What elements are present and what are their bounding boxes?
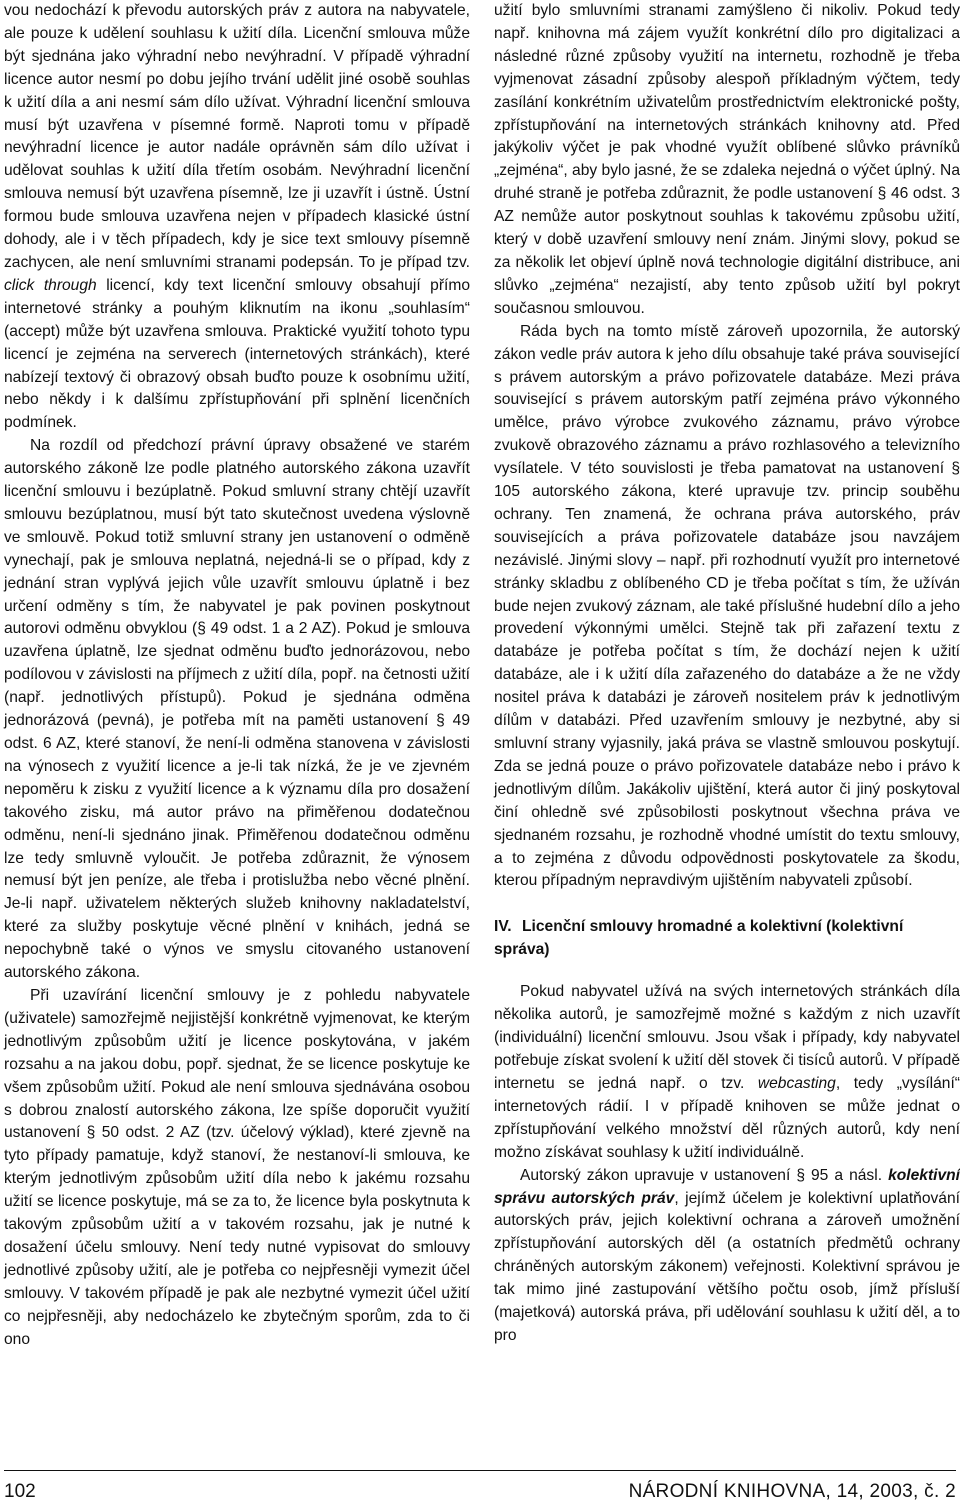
right-column bbox=[494, 0, 960, 1348]
paragraph: užití bylo smluvními stranami zamýšleno či nikoliv. Pokud tedy např. knihovna má zájem využít konkrétní dílo pro digitalizaci a následné různé způsoby využití na internetu, rozhodně je třeba vyjmenovat zásadní způsoby alespoň příkladným výčtem, tedy zasílání konkrétním uživatelům prostřednictvím elektronické pošty, zpřístupňování na internetových stránkách knihovny atd. Před jakýkoliv výčet je pak vhodné využít oblíbené slůvko právníků „zejména“, aby bylo jasné, že se zdaleka nejedná o výčet úplný. Na druhé straně je potřeba zdůraznit, že podle ustanovení § 46 odst. 3 AZ nemůže autor poskytnout souhlas k takovému způsobu užití, který v době uzavření smlouvy není znám. Jinými slovy, pokud se za několik let objeví úplně nová technologie digitální distribuce, ani slůvko „zejména“ nezajistí, aby tento způsob užití byl pokryt současnou smlouvou. bbox=[494, 2, 960, 317]
paragraph: Na rozdíl od předchozí právní úpravy obsažené ve starém autorského zákoně lze podle platného autorského zákona uzavřít licenční smlouvu i bezúplatně. Pokud smluvní strany chtějí uzavřít smlouvu bezúplatnou, musí být tato skutečnost uvedena výslovně ve smlouvě. Pokud totiž smluvní strany jen ustanovení o odměně vynechají, pak je smlouva neplatná, nejedná-li se o případ, kdy z jednání stran vyplývá jejich vůle uzavřít smlouvu úplatně i bez určení odměny s tím, že nabyvatel je pak povinen poskytnout autorovi odměnu obvyklou (§ 49 odst. 1 a 2 AZ). Pokud je smlouva uzavřena úplatně, lze sjednat odměnu buďto jednorázovou, nebo podílovou v závislosti na příjmech z užití díla, popř. na četnosti užití (např. jednotlivých přístupů). Pokud je sjednána odměna jednorázová (pevná), je potřeba mít na paměti ustanovení § 49 odst. 6 AZ, které stanoví, že není-li odměna stanovena v závislosti na výnosech z využití licence a je-li tak nízká, že je ve zjevném nepoměru k zisku z využití licence a k významu díla pro dosažení takového zisku, má autor právo na přiměřenou dodatečnou odměnu, není-li sjednáno jinak. Přiměřenou dodatečnou odměnu lze tedy smluvně vyloučit. Je potřeba zdůraznit, že výnosem nemusí být jen peníze, ale třeba i protislužba nebo věcné plnění. Je-li např. uživatelem některých služeb knihovny nakladatelství, které za služby poskytuje věcné plnění v knihách, jedná se nepochybně také o výnos ve smyslu citovaného ustanovení autorského zákona. bbox=[4, 437, 470, 982]
paragraph: Autorský zákon upravuje v ustanovení § 95 a násl. kolektivní správu autorských práv, jejímž účelem je kolektivní uplatňování autorských práv, jejich kolektivní ochrana a zároveň umožnění zpřístupňování autorských děl (a ostatních předmětů ochrany chráněných autorským zákonem) veřejnosti. Kolektivní správou je tak mimo jiné zastupování většího počtu osob, jímž přísluší (majetková) autorská práva, při udělování souhlasu k užití děl, a to pro bbox=[494, 1166, 960, 1344]
paragraph: Při uzavírání licenční smlouvy je z pohledu nabyvatele (uživatele) samozřejmě nejjistější konkrétně vyjmenovat, ke kterým jednotlivým způsobům užití je licence poskytována, v jakém rozsahu a na jakou dobu, popř. sjednat, že se licence poskytuje ke všem způsobům užití. Pokud ale není smlouva sjednávána osobou s dobrou znalostí autorského zákona, lze spíše doporučit využití ustanovení § 50 odst. 2 AZ (tzv. účelový výklad), které zjevně na tyto případy pamatuje, když stanoví, že nestanoví-li smlouva, ke kterým jednotlivým způsobům užití díla nebo k jakému rozsahu užití se licence poskytuje, má se za to, že licence byla poskytnuta k takovým způsobům užití a v takovém rozsahu, jak je nutné k dosažení účelu smlouvy. Není tedy nutné vypisovat do smlouvy jednotlivé způsoby užití, ale je potřeba co nejpřesněji vymezit účel smlouvy. V takovém případě je pak ale nezbytné vymezit účel užití co nejpřesněji, aby nedocházelo ke zbytečným sporům, zda to či ono bbox=[4, 986, 470, 1348]
paragraph: Ráda bych na tomto místě zároveň upozornila, že autorský zákon vedle práv autora k jeho dílu obsahuje také práva související s právem autorským a právo pořizovatele databáze. Mezi práva související s právem autorským patří zejména právo výkonného umělce, právo výrobce zvukového záznamu, právo výrobce zvukově obrazového záznamu a právo rozhlasového a televizního vysílatele. V této souvislosti je třeba pamatovat na ustanovení § 105 autorského zákona, které upravuje tzv. princip souběhu ochrany. Ten znamená, že ochrana práva autorského, práv souvisejících a práva pořizovatele databáze jsou navzájem nezávislé. Jinými slovy – např. při rozhodnutí využít pro internetové stránky skladbu z oblíbeného CD je třeba počítat s tím, že užíván bude nejen zvukový záznam, ale také příslušné hudební dílo a jeho provedení výkonnými umělci. Stejně tak při zařazení textu z databáze je potřeba počítat s tím, že dochází nejen k užití databáze, ale i k užití díla zařazeného do databáze a že ne vždy nositel práva k databázi je zároveň nositelem práv k jednotlivým dílům v databázi. Před uzavřením smlouvy je nezbytné, aby si smluvní strany vyjasnily, jaká práva se vlastně smlouvou poskytují. Zda se jedná pouze o právo pořizovatele databáze nebo i právo k jednotlivým dílům. Jakákoliv ujištění, která autor či jiný poskytoval činí ohledně své způsobilosti poskytnout všechna práva ve sjednaném rozsahu, je rozhodně vhodné umístit do textu smlouvy, a to zejména z důvodu odpovědnosti poskytovatele za škodu, kterou případným nepravdivým ujištěním nabyvateli způsobí. bbox=[494, 322, 960, 890]
section-title: Licenční smlouvy hromadné a kolektivní (kolektivní správa) bbox=[494, 918, 904, 959]
term-webcasting: webcasting bbox=[757, 1074, 836, 1092]
paragraph: Pokud nabyvatel užívá na svých internetových stránkách díla několika autorů, je samozřejmě možné s každým z nich uzavřít (individuální) licenční smlouvu. Jsou však i případy, kdy nabyvatel potřebuje získat svolení k užití děl stovek či tisíců autorů. V případě internetu se jedná např. o tzv. webcasting, tedy „vysílání“ internetových rádií. I v případě knihoven se může jednat o zpřístupňování velkého množství děl různých autorů, kdy není možno získávat souhlasy k užití individuálně. bbox=[494, 983, 960, 1161]
journal-citation: NÁRODNÍ KNIHOVNA, 14, 2003, č. 2 bbox=[628, 1481, 956, 1502]
section-number: IV. bbox=[494, 918, 512, 936]
section-heading bbox=[494, 915, 960, 961]
left-column bbox=[4, 0, 470, 1351]
term-collective-management: kolektivní správu autorských práv bbox=[494, 1166, 960, 1207]
footer-rule bbox=[4, 1470, 956, 1471]
page-number: 102 bbox=[4, 1481, 36, 1502]
paragraph: vou nedochází k převodu autorských práv z autora na nabyvatele, ale pouze k udělení souhlasu k užití díla. Licenční smlouva může být sjednána jako výhradní nebo nevýhradní. V případě výhradní licence autor nesmí po dobu jejího trvání udělit jiné osobě souhlas k užití díla a ani nesmí sám dílo užívat. Výhradní licenční smlouva musí být uzavřena v písemné formě. Naproti tomu v případě nevýhradní licence je autor nadále oprávněn sám dílo užívat i udělovat souhlas k užití díla třetím osobám. Nevýhradní licenční smlouva nemusí být uzavřena písemně, lze ji uzavřít i ústně. Ústní formou bude smlouva uzavřena nejen v případech klasické ústní dohody, ale i v těch případech, kdy je sice text smlouvy písemně zachycen, ale není smluvními stranami podepsán. To je případ tzv. click through licencí, kdy text licenční smlouvy obsahují přímo internetové stránky a pouhým kliknutím na ikonu „souhlasím“ (accept) může být uzavřena smlouva. Praktické využití tohoto typu licencí je zejména na serverech (internetových stránkách), které nabízejí textový či obrazový obsah buďto pouze k osobnímu užití, nebo někdy i k dalšímu zpřístupňování při splnění licenčních podmínek. bbox=[4, 2, 471, 432]
term-click-through: click through bbox=[4, 276, 97, 294]
